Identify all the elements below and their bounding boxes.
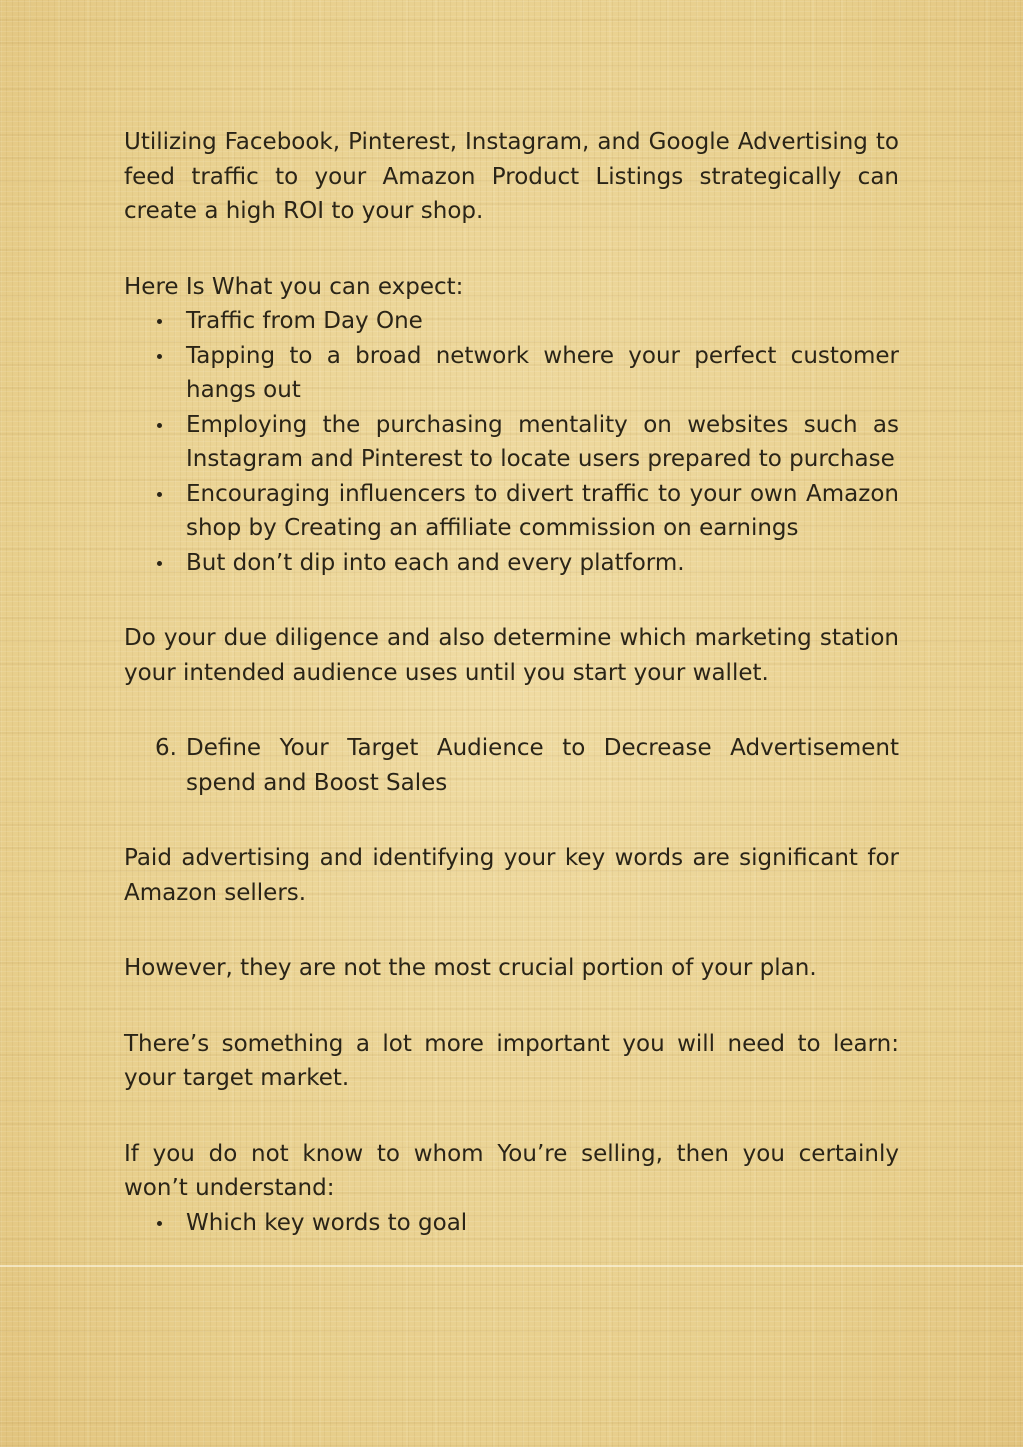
intro-paragraph: Utilizing Facebook, Pinterest, Instagram, and Google Advertising to feed traffic to your Amazon Product Listings strategically can create a high ROI to your shop.: [124, 129, 899, 224]
expect-heading: Here Is What you can expect:: [124, 273, 464, 300]
list-item: Tapping to a broad network where your perfect customer hangs out: [124, 339, 899, 408]
section-title: Define Your Target Audience to Decrease Advertisement spend and Boost Sales: [186, 735, 899, 796]
list-item: Traffic from Day One: [124, 304, 899, 339]
paid-ads-paragraph: Paid advertising and identifying your key words are significant for Amazon sellers.: [124, 845, 899, 906]
whom-selling-paragraph: If you do not know to whom You’re selling, then you certainly won’t understand:: [124, 1140, 899, 1201]
list-item: Which key words to goal: [124, 1206, 899, 1241]
section-heading: [124, 731, 899, 800]
document-body: [124, 125, 899, 1240]
list-item: Employing the purchasing mentality on websites such as Instagram and Pinterest to locate users prepared to purchase: [124, 408, 899, 477]
list-item: Encouraging influencers to divert traffic to your own Amazon shop by Creating an affiliate commission on earnings: [124, 477, 899, 546]
section-number: 6.: [155, 735, 177, 761]
however-paragraph: However, they are not the most crucial portion of your plan.: [124, 955, 817, 981]
expect-list: [124, 304, 899, 580]
target-market-paragraph: There’s something a lot more important you will need to learn: your target market.: [124, 1030, 899, 1091]
list-item: But don’t dip into each and every platform.: [124, 546, 899, 581]
understand-list: [124, 1206, 899, 1241]
due-diligence-paragraph: Do your due diligence and also determine which marketing station your intended audience uses until you start your wallet.: [124, 625, 899, 686]
page-fold-line: [0, 1265, 1023, 1267]
